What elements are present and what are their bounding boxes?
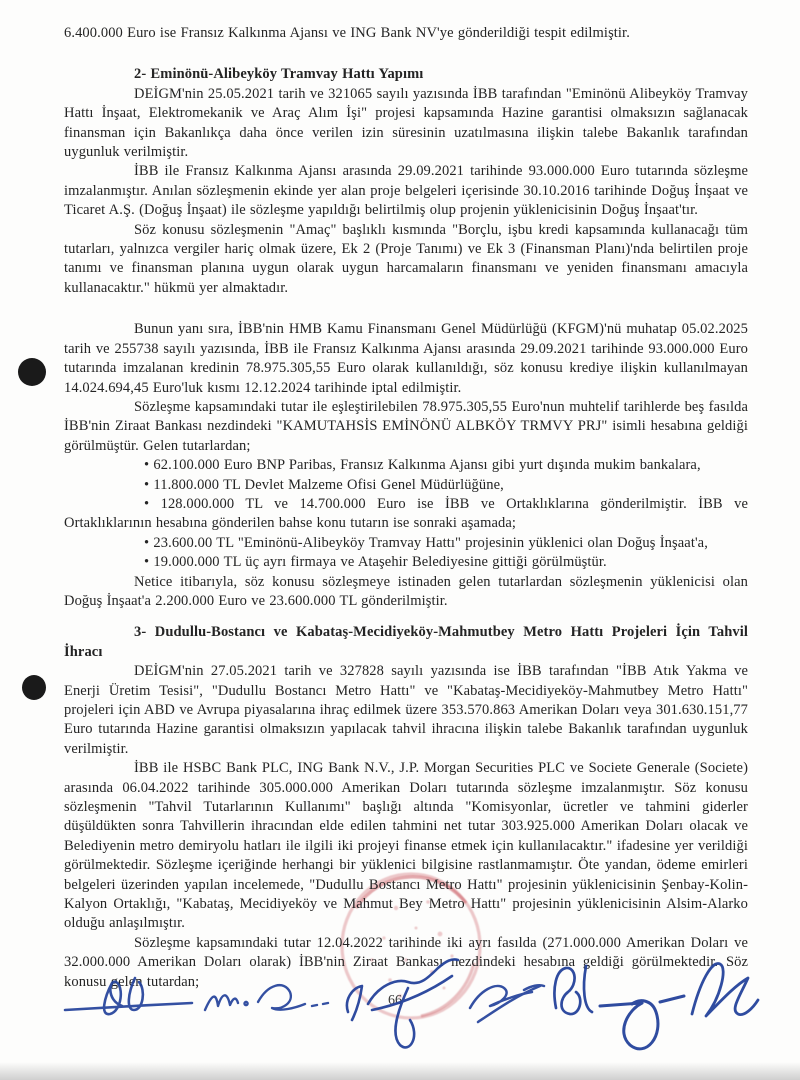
punch-hole — [22, 675, 46, 700]
paragraph: DEİGM'nin 25.05.2021 tarih ve 321065 sayılı yazısında İBB tarafından "Eminönü Alibeyköy Tramvay Hattı İnşaat, Elektromekanik ve Araç Alım İşi" projesi kapsamında Hazine garantisi olmaksızın sağlanacak finansman için Bakanlıkça daha önce verilen izin süresinin uzatılmasına ilişkin talebe Bakanlık tarafından uygunluk verilmiştir. — [64, 85, 748, 161]
paragraph: İBB ile HSBC Bank PLC, ING Bank N.V., J.P. Morgan Securities PLC ve Societe Generale (Societe) arasında 06.04.2022 tarihinde 305.000.000 Amerikan Doları tutarında sözleşme imzalanmıştır. Söz konusu sözleşmenin "Tahvil Tutarlarının Kullanımı" başlığı altında "Komisyonlar, ücretler ve tahmini giderler düşüldükten sonra Tahvillerin ihracından elde edilen tahmini net tutar 303.925.000 Amerikan Doları olacak ve Belediyenin metro demiryolu hatları ile ilgili iki projeyi finanse etmek için kullanılacaktır." ifadesine yer verildiği görülmektedir. Sözleşme içeriğinde herhangi bir yüklenici bilgisine rastlanmamıştır. Öte yandan, ödeme emirleri belgeleri üzerinden yapılan incelemede, "Dudullu Bostancı Metro Hattı" projesinin yüklenicisinin Şenbay-Kolin-Kalyon Ortaklığı, "Kabataş, Mecidiyeköy ve Mahmut Bey Metro Hattı" projesinin yüklenicisinin Alsim-Alarko olduğu anlaşılmıştır. — [64, 760, 748, 932]
document-body — [64, 24, 748, 992]
paragraph: Sözleşme kapsamındaki tutar 12.04.2022 tarihinde iki ayrı fasılda (271.000.000 Amerikan Doları ve 32.000.000 Amerikan Doları olarak) İBB'nin Ziraat Bankası nezdindeki hesabına geldiği görülmektedir. Söz konusu gelen tutardan; — [64, 934, 748, 990]
paragraph: DEİGM'nin 27.05.2021 tarih ve 327828 sayılı yazısında ise İBB tarafından "İBB Atık Yakma ve Enerji Üretim Tesisi", "Dudullu Bostancı Metro Hattı" ve "Kabataş-Mecidiyeköy-Mahmutbey Metro Hattı" projeleri için ABD ve Avrupa piyasalarına ihraç edilmek üzere 353.570.863 Amerikan Doları veya 301.630.151,77 Euro tutarında Hazine garantisi olmaksızın yapılacak tahvil ihracına ilişkin talebe Bakanlık tarafından uygunluk verilmiştir. — [64, 663, 748, 757]
bullet-item: • 128.000.000 TL ve 14.700.000 Euro ise İBB ve Ortaklıklarına gönderilmiştir. İBB ve Ortaklıklarının hesabına gönderilen bahse konu tutarın ise sonraki aşamada; — [64, 495, 748, 532]
signature — [600, 996, 684, 1049]
paragraph: Sözleşme kapsamındaki tutar ile eşleştirilebilen 78.975.305,55 Euro'nun muhtelif tarihlerde beş fasılda İBB'nin Ziraat Bankası nezdindeki "KAMUTAHSİS EMİNÖNÜ ALBKÖY TRMVY PRJ" isimli hesabına geldiği görülmüştür. Gelen tutarlardan; — [64, 398, 748, 454]
bullet-item: • 23.600.00 TL "Eminönü-Alibeyköy Tramvay Hattı" projesinin yüklenici olan Doğuş İnşaat'a, — [144, 534, 708, 551]
paragraph: Netice itibarıyla, söz konusu sözleşmeye istinaden gelen tutarlardan sözleşmenin yüklenicisi olan Doğuş İnşaat'a 2.200.000 Euro ve 23.600.000 TL gönderilmiştir. — [64, 573, 748, 609]
page-bottom-edge — [0, 1062, 800, 1080]
punch-hole — [18, 358, 46, 386]
page-number: 66 — [388, 993, 402, 1008]
section-heading: 2- Eminönü-Alibeyköy Tramvay Hattı Yapımı — [134, 66, 424, 83]
section-heading: 3- Dudullu-Bostancı ve Kabataş-Mecidiyeköy-Mahmutbey Metro Hattı Projeleri İçin Tahvil İhracı — [64, 624, 748, 660]
signature — [554, 966, 592, 1014]
bullet-item: • 11.800.000 TL Devlet Malzeme Ofisi Genel Müdürlüğüne, — [144, 476, 504, 493]
paragraph: Söz konusu sözleşmenin "Amaç" başlıklı kısmında "Borçlu, işbu kredi kapsamında kullanacağı tüm tutarları, yalnızca vergiler hariç olmak üzere, Ek 2 (Proje Tanımı) ve Ek 3 (Finansman Planı)'nda belirtilen proje tanımı ve finansman planına uygun olarak uygun harcamaların finansmanı ve yeniden finansmanı amacıyla kullanacaktır." hükmü yer almaktadır. — [64, 221, 748, 296]
signature — [65, 978, 192, 1014]
signature — [470, 985, 544, 1022]
bullet-item: • 19.000.000 TL üç ayrı firmaya ve Ataşehir Belediyesine gittiği görülmüştür. — [144, 554, 607, 571]
signature — [205, 985, 328, 1010]
signatures-row — [0, 948, 800, 1078]
signature — [692, 964, 758, 1016]
signature — [347, 959, 458, 1047]
paragraph: 6.400.000 Euro ise Fransız Kalkınma Ajansı ve ING Bank NV'ye gönderildiği tespit edilmiştir. — [64, 25, 630, 41]
bullet-item: • 62.100.000 Euro BNP Paribas, Fransız Kalkınma Ajansı gibi yurt dışında mukim bankalara, — [144, 457, 701, 474]
paragraph: Bunun yanı sıra, İBB'nin HMB Kamu Finansmanı Genel Müdürlüğü (KFGM)'nü muhatap 05.02.2025 tarih ve 255738 sayılı yazısında, İBB ile Fransız Kalkınma Ajansı arasında 29.09.2021 tarihinde 93.000.000 Euro tutarında imzalanan kredinin 78.975.305,55 Euro olarak kullanıldığı, söz konusu krediye ilişkin kullanılmayan 14.024.694,45 Euro'luk kısmı 12.12.2024 tarihinde iptal edilmiştir. — [64, 321, 748, 396]
paragraph: İBB ile Fransız Kalkınma Ajansı arasında 29.09.2021 tarihinde 93.000.000 Euro tutarında sözleşme imzalanmıştır. Anılan sözleşmenin ekinde yer alan proje belgeleri içerisinde 30.10.2016 tarihinde Doğuş İnşaat ve Ticaret A.Ş. (Doğuş İnşaat) ile sözleşme yapıldığı belirtilmiş olup projenin yüklenicisinin Doğuş İnşaat'tır. — [64, 163, 748, 219]
